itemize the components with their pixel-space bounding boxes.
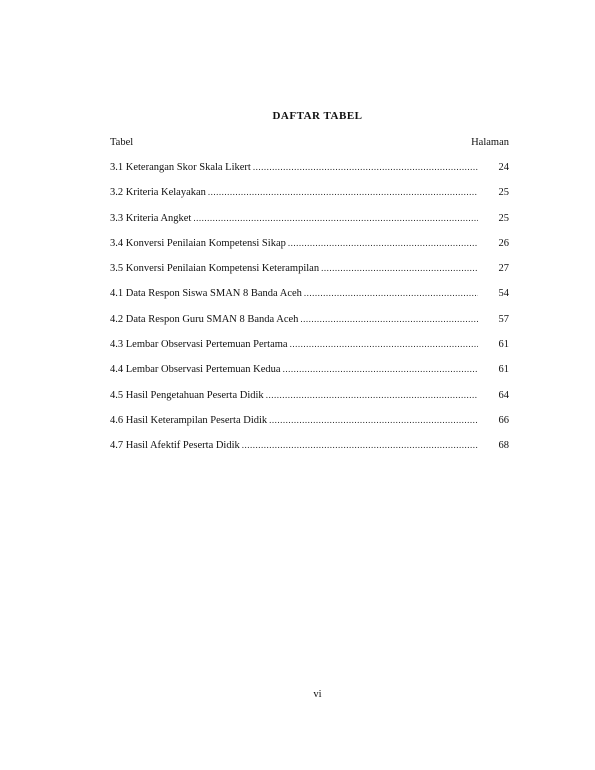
column-header-page: Halaman: [471, 137, 509, 148]
dot-leader: [208, 186, 478, 199]
dot-leader: [269, 414, 478, 427]
toc-entry-page: 25: [498, 187, 509, 199]
toc-entry-page: 24: [498, 162, 509, 173]
dot-leader: [304, 287, 478, 300]
toc-entry: [110, 212, 509, 237]
column-header-table: Tabel: [110, 137, 134, 148]
toc-entry: [110, 186, 509, 211]
dot-leader: [242, 439, 478, 452]
toc-entry-label: 3.3 Kriteria Angket: [110, 212, 192, 224]
toc-entry-label: 4.2 Data Respon Guru SMAN 8 Banda Aceh: [110, 313, 299, 325]
toc-entry-page: 64: [498, 389, 509, 401]
toc-entry-page: 25: [498, 212, 509, 224]
toc-entry-label: 4.1 Data Respon Siswa SMAN 8 Banda Aceh: [110, 288, 302, 300]
toc-entry: [110, 262, 509, 287]
dot-leader: [321, 262, 478, 275]
toc-entry-page: 68: [498, 440, 509, 452]
toc-entry-label: 4.7 Hasil Afektif Peserta Didik: [110, 440, 240, 452]
page-title: DAFTAR TABEL: [272, 110, 363, 122]
dot-leader: [283, 363, 478, 376]
toc-entry-label: 3.1 Keterangan Skor Skala Likert: [110, 162, 251, 173]
toc-entry-label: 4.4 Lembar Observasi Pertemuan Kedua: [110, 364, 281, 376]
dot-leader: [266, 389, 478, 402]
toc-entry-label: 3.2 Kriteria Kelayakan: [110, 187, 206, 199]
toc-entry-page: 54: [498, 288, 509, 300]
toc-entry-page: 27: [498, 263, 509, 275]
toc-entry: [110, 161, 509, 186]
toc-entry-page: 66: [498, 414, 509, 426]
toc-entry: [110, 313, 509, 338]
table-header: [110, 137, 509, 148]
toc-entry: [110, 338, 509, 363]
toc-entry: [110, 363, 509, 388]
page-number: vi: [313, 689, 322, 700]
toc-entry-label: 3.5 Konversi Penilaian Kompetensi Keterampilan: [110, 263, 320, 275]
dot-leader: [290, 338, 478, 351]
dot-leader: [288, 237, 478, 250]
dot-leader: [253, 161, 478, 174]
toc-entry-label: 4.6 Hasil Keterampilan Peserta Didik: [110, 414, 268, 426]
toc-entry-label: 3.4 Konversi Penilaian Kompetensi Sikap: [110, 237, 286, 249]
toc-entry-page: 57: [498, 313, 509, 325]
toc-entry: [110, 237, 509, 262]
toc-entry-label: 4.3 Lembar Observasi Pertemuan Pertama: [110, 339, 288, 351]
dot-leader: [300, 313, 478, 326]
toc-entry: [110, 439, 509, 464]
toc-entry: [110, 389, 509, 414]
toc-entry-page: 61: [498, 364, 509, 376]
table-of-contents: [110, 161, 509, 465]
toc-entry-page: 61: [498, 339, 509, 351]
toc-entry-page: 26: [498, 237, 509, 249]
toc-entry: [110, 287, 509, 312]
dot-leader: [193, 212, 478, 225]
toc-entry-label: 4.5 Hasil Pengetahuan Peserta Didik: [110, 389, 264, 401]
toc-entry: [110, 414, 509, 439]
